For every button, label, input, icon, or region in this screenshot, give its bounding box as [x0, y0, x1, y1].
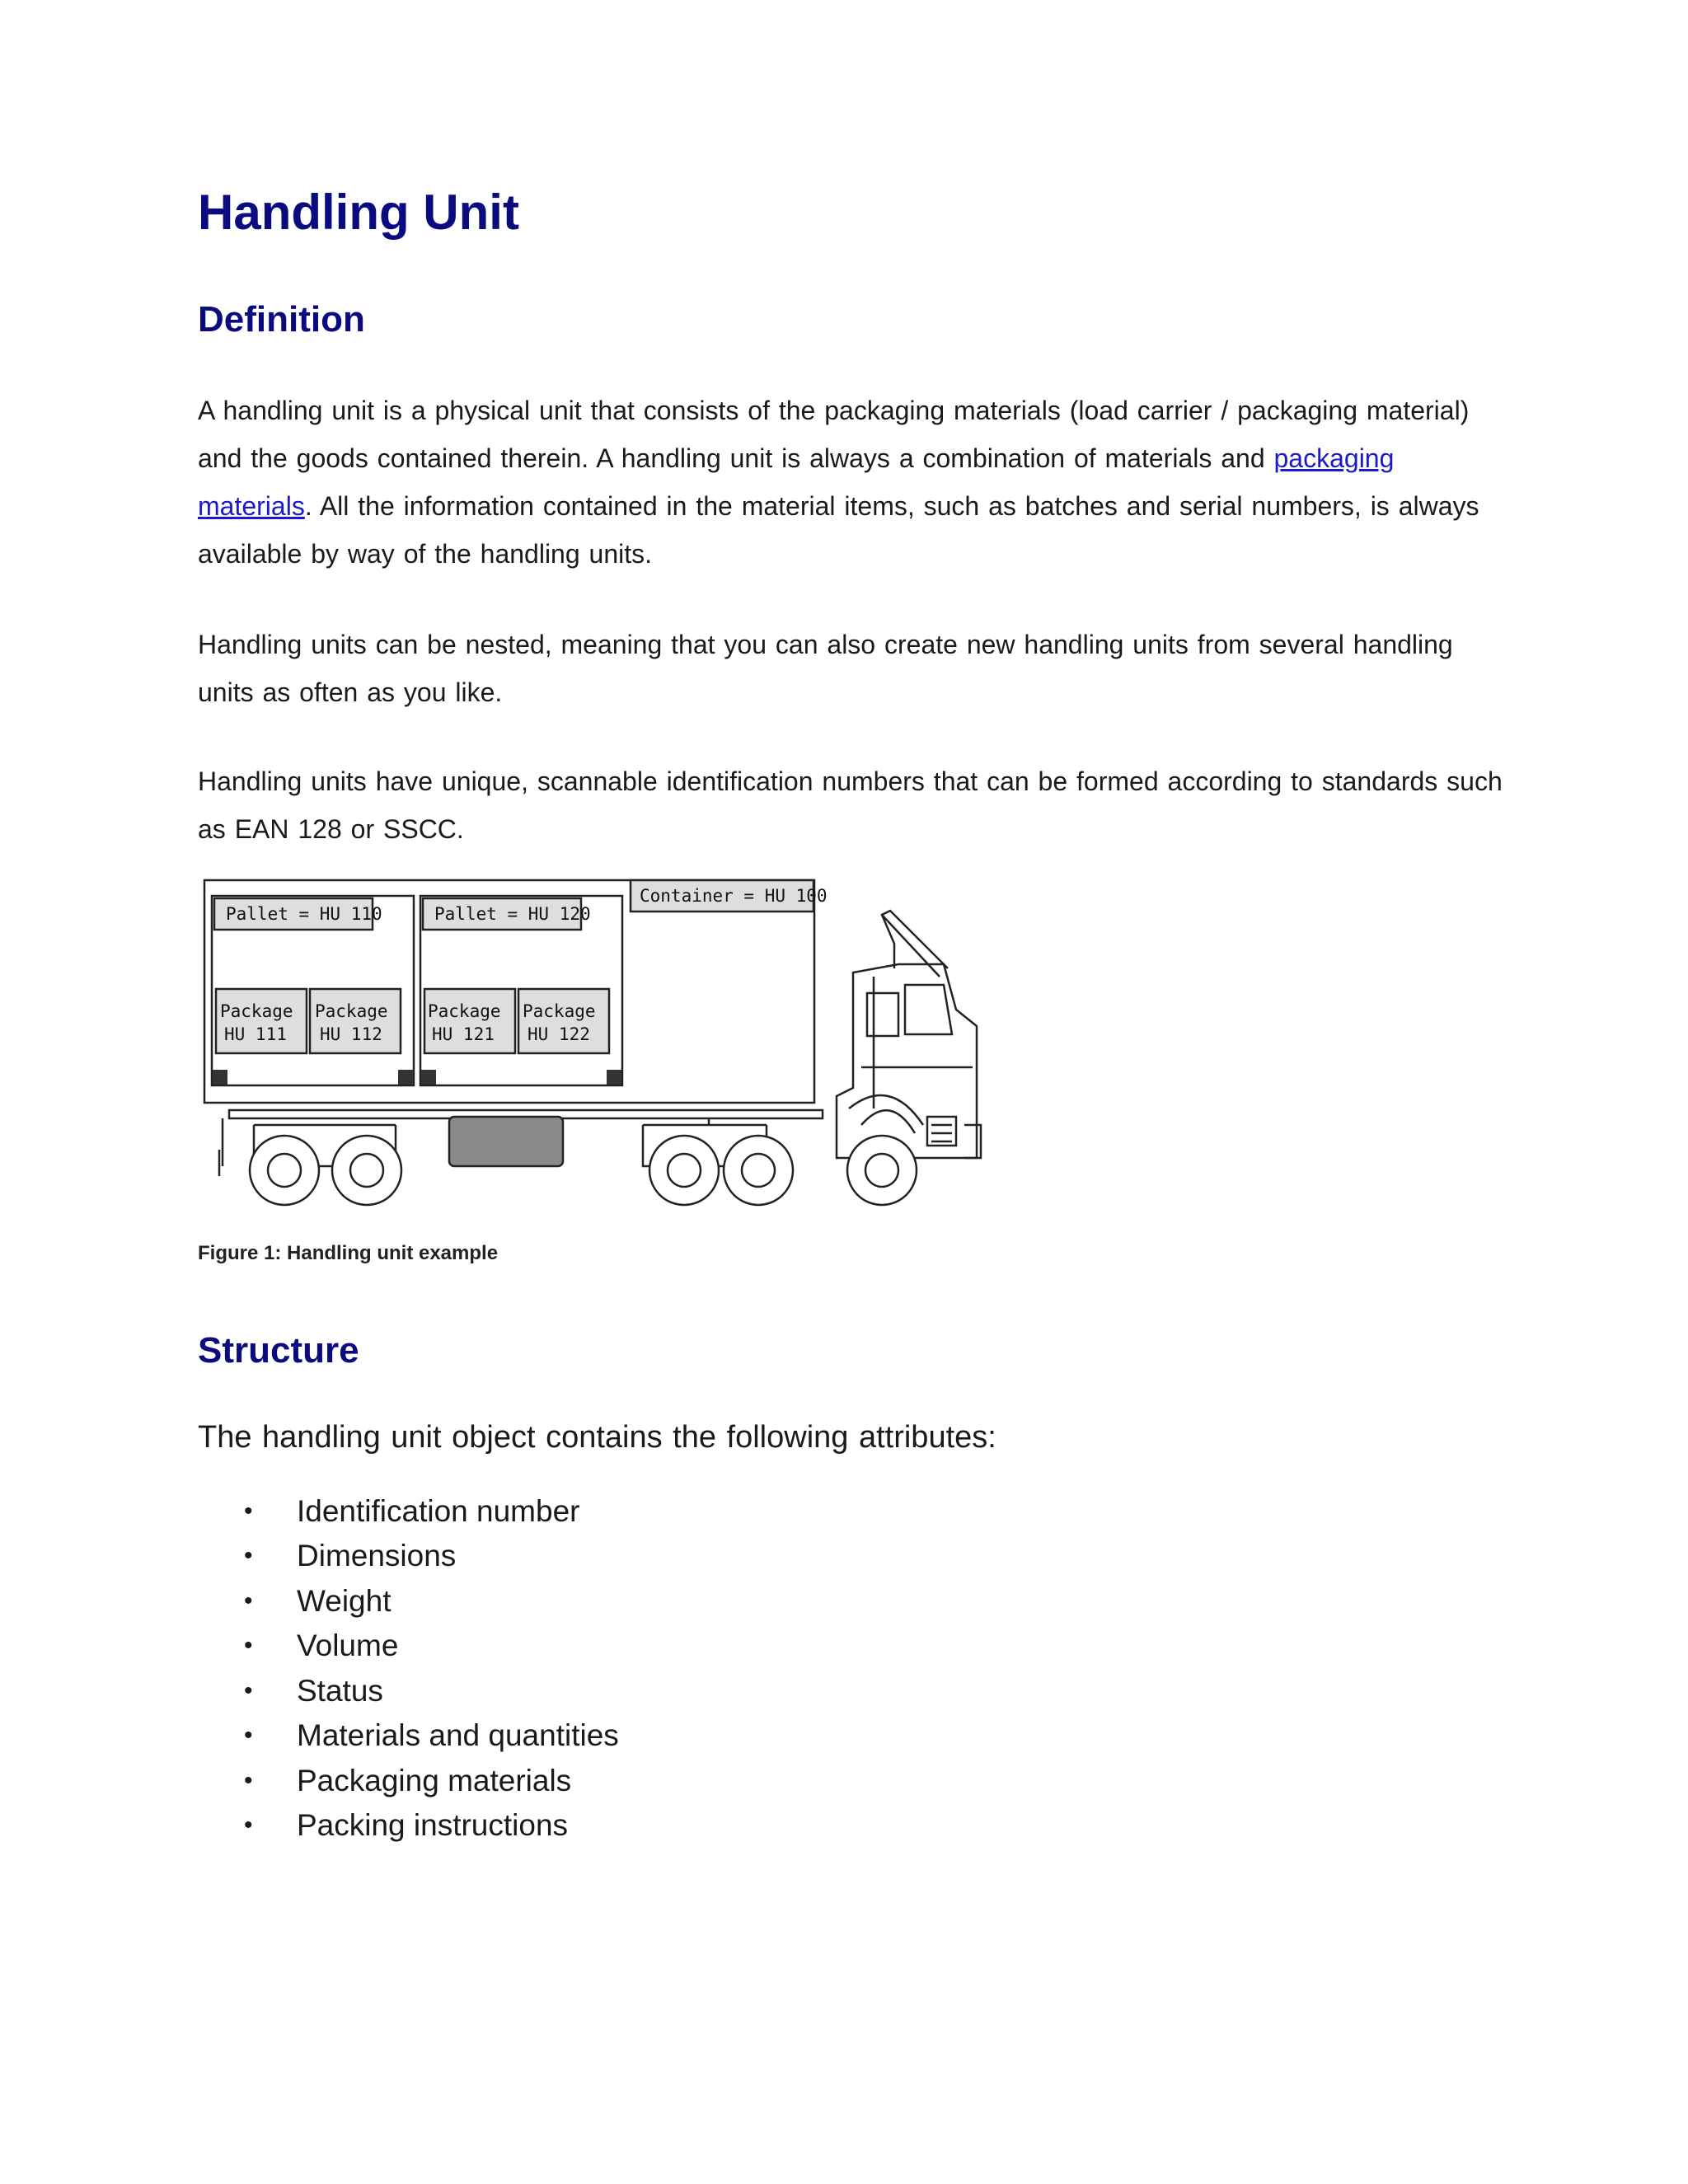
bullet-icon: •	[244, 1586, 253, 1615]
list-item	[198, 1489, 1517, 1535]
package-122-line2: HU 122	[528, 1024, 590, 1045]
bullet-icon: •	[244, 1497, 253, 1525]
truck-cab	[837, 911, 981, 1158]
bullet-icon: •	[244, 1676, 253, 1704]
list-item	[198, 1534, 1517, 1579]
handling-unit-figure	[198, 878, 989, 1232]
package-111-line2: HU 111	[224, 1024, 287, 1045]
list-item	[198, 1713, 1517, 1759]
structure-intro: The handling unit object contains the following attributes:	[198, 1419, 996, 1455]
list-item-label: Weight	[297, 1583, 392, 1618]
package-122-line1: Package	[523, 1001, 596, 1022]
definition-text-2: . All the information contained in the material items, such as batches and serial numbers, is always available by way of the handling units.	[198, 491, 1479, 569]
list-item-label: Identification number	[297, 1493, 580, 1528]
truck-illustration	[198, 878, 989, 1232]
structure-heading: Structure	[198, 1330, 359, 1371]
bullet-icon: •	[244, 1542, 253, 1570]
package-112-line1: Package	[315, 1001, 388, 1022]
package-112-line2: HU 112	[320, 1024, 382, 1045]
list-item	[198, 1759, 1517, 1804]
list-item-label: Packing instructions	[297, 1808, 569, 1843]
fuel-tank	[449, 1117, 563, 1166]
bullet-icon: •	[244, 1811, 253, 1840]
bullet-icon: •	[244, 1722, 253, 1750]
list-item-label: Materials and quantities	[297, 1718, 619, 1753]
document-content	[198, 185, 1517, 1849]
definition-paragraph-1	[198, 387, 1517, 578]
definition-heading: Definition	[198, 299, 365, 340]
pallet-110-label: Pallet = HU 110	[226, 904, 382, 925]
list-item	[198, 1669, 1517, 1714]
package-121-line2: HU 121	[432, 1024, 495, 1045]
definition-text-1: A handling unit is a physical unit that consists of the packaging materials (load carrier / packaging material) and the goods contained therein. A handling unit is always a combination of materials and	[198, 396, 1470, 474]
attribute-list	[198, 1489, 1517, 1849]
list-item-label: Status	[297, 1673, 383, 1708]
list-item-label: Packaging materials	[297, 1763, 572, 1797]
list-item	[198, 1624, 1517, 1669]
list-item	[198, 1579, 1517, 1624]
packaging-materials-link[interactable]: packaging materials	[198, 443, 1395, 522]
bullet-icon: •	[244, 1766, 253, 1794]
pallet-120-label: Pallet = HU 120	[434, 904, 591, 925]
list-item-label: Dimensions	[297, 1539, 457, 1573]
package-111-line1: Package	[220, 1001, 293, 1022]
list-item-label: Volume	[297, 1629, 399, 1663]
page-title: Handling Unit	[198, 185, 519, 240]
package-121-line1: Package	[428, 1001, 501, 1022]
container-label: Container = HU 100	[640, 886, 828, 907]
definition-paragraph-3: Handling units have unique, scannable identification numbers that can be formed according to standards such as EAN 128 or SSCC.	[198, 766, 1503, 845]
bullet-icon: •	[244, 1632, 253, 1660]
definition-paragraph-2: Handling units can be nested, meaning that you can also create new handling units from several handling units as often as you like.	[198, 630, 1453, 708]
figure-caption: Figure 1: Handling unit example	[198, 1242, 499, 1265]
list-item	[198, 1803, 1517, 1849]
